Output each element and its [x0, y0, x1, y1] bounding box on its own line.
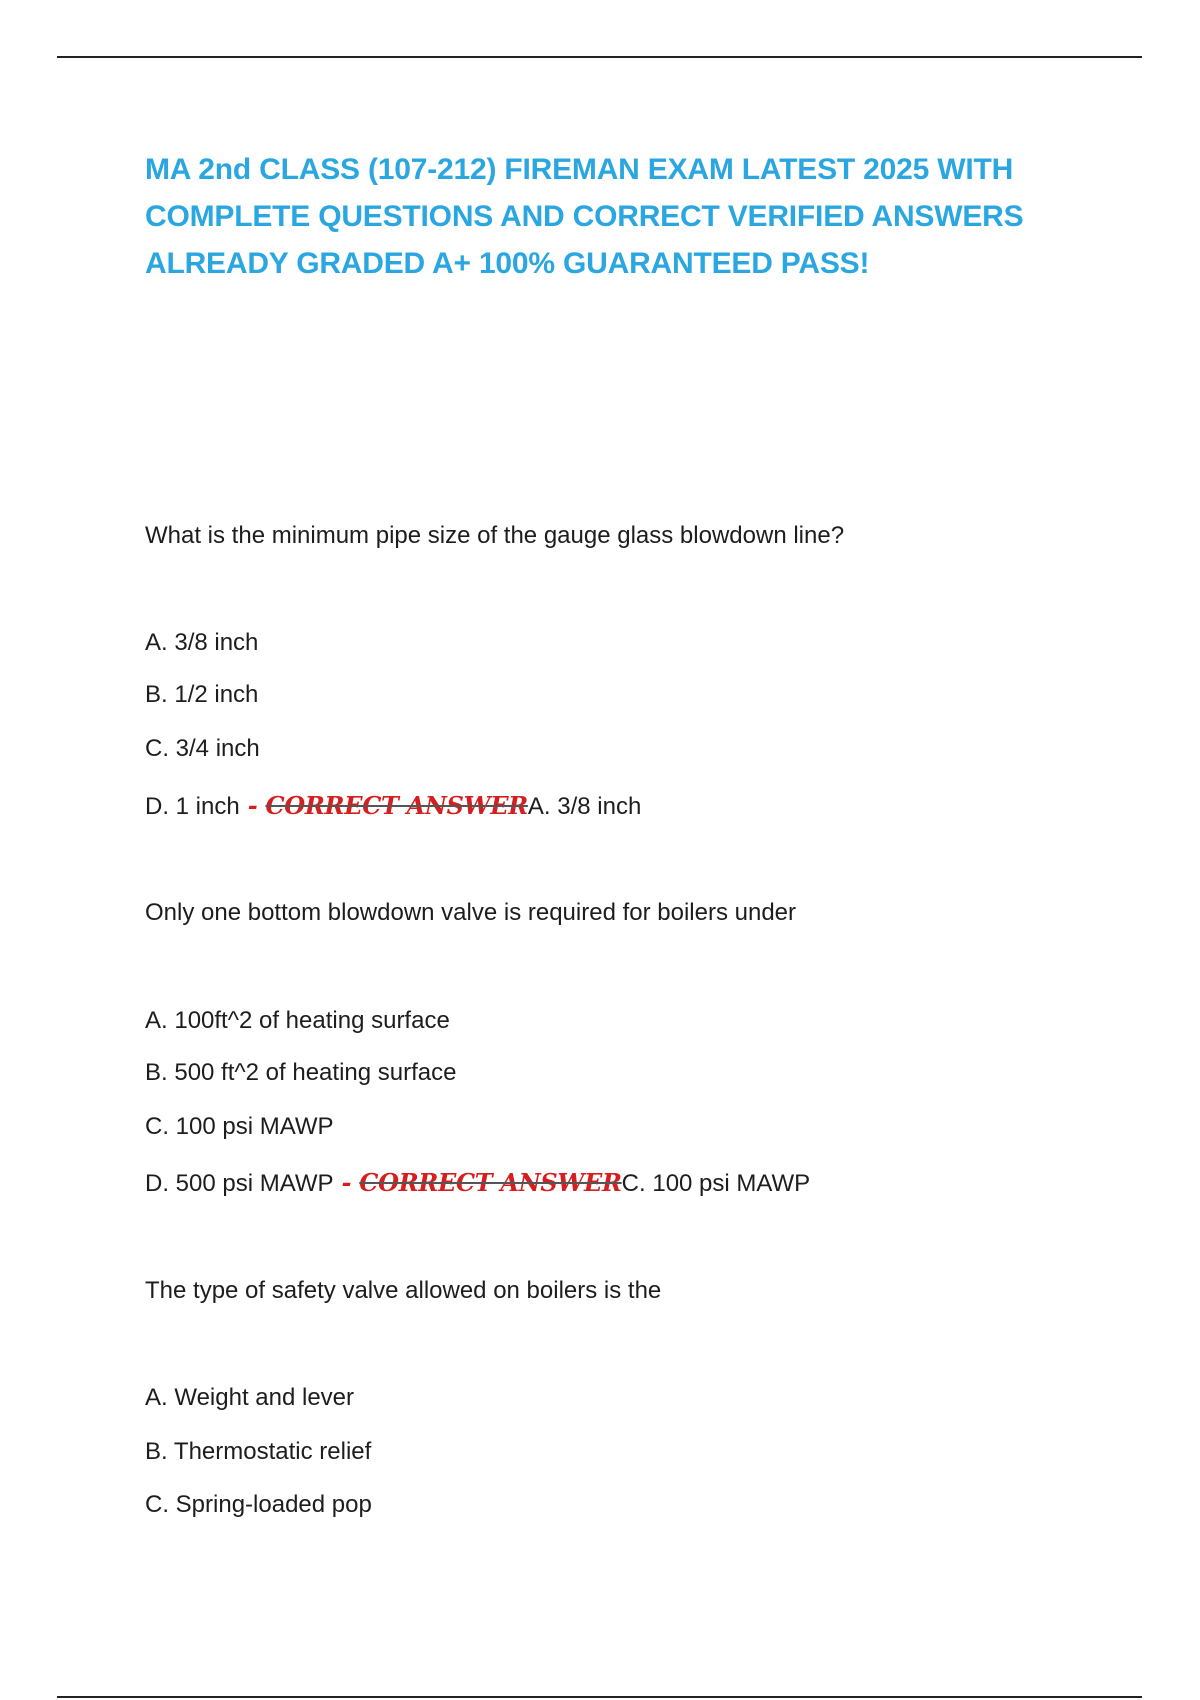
question-1-option-d-line — [145, 791, 641, 822]
document-title: MA 2nd CLASS (107-212) FIREMAN EXAM LATEST 2025 WITH COMPLETE QUESTIONS AND CORRECT VERIFIED ANSWERS ALREADY GRADED A+ 100% GUARANTEED PASS! — [145, 153, 1024, 280]
question-2-answer: C. 100 psi MAWP — [621, 1170, 811, 1197]
correct-answer-marker: - CORRECT ANSWER — [333, 1168, 622, 1197]
question-3-option-b: B. Thermostatic relief — [145, 1438, 372, 1465]
question-1-option-c: C. 3/4 inch — [145, 735, 260, 762]
top-rule — [57, 56, 1142, 58]
correct-answer-label: CORRECT ANSWER — [265, 791, 528, 820]
question-1-option-b: B. 1/2 inch — [145, 681, 259, 708]
question-2-option-d-line — [145, 1168, 810, 1199]
correct-answer-label: CORRECT ANSWER — [359, 1168, 622, 1197]
question-2-option-c: C. 100 psi MAWP — [145, 1113, 334, 1140]
question-3-option-c: C. Spring-loaded pop — [145, 1491, 372, 1518]
question-2-option-b: B. 500 ft^2 of heating surface — [145, 1059, 457, 1086]
question-1-option-d: D. 1 inch — [145, 793, 240, 820]
question-1-option-a: A. 3/8 inch — [145, 629, 259, 656]
question-2-option-a: A. 100ft^2 of heating surface — [145, 1007, 450, 1034]
question-2-option-d: D. 500 psi MAWP — [145, 1170, 334, 1197]
correct-answer-marker: - CORRECT ANSWER — [239, 791, 528, 820]
question-3-option-a: A. Weight and lever — [145, 1384, 355, 1411]
question-1-text: What is the minimum pipe size of the gauge glass blowdown line? — [145, 522, 845, 549]
question-3-text: The type of safety valve allowed on boilers is the — [145, 1277, 662, 1304]
bottom-rule — [57, 1696, 1142, 1698]
question-1-answer: A. 3/8 inch — [527, 793, 642, 820]
question-2-text: Only one bottom blowdown valve is required for boilers under — [145, 899, 797, 926]
